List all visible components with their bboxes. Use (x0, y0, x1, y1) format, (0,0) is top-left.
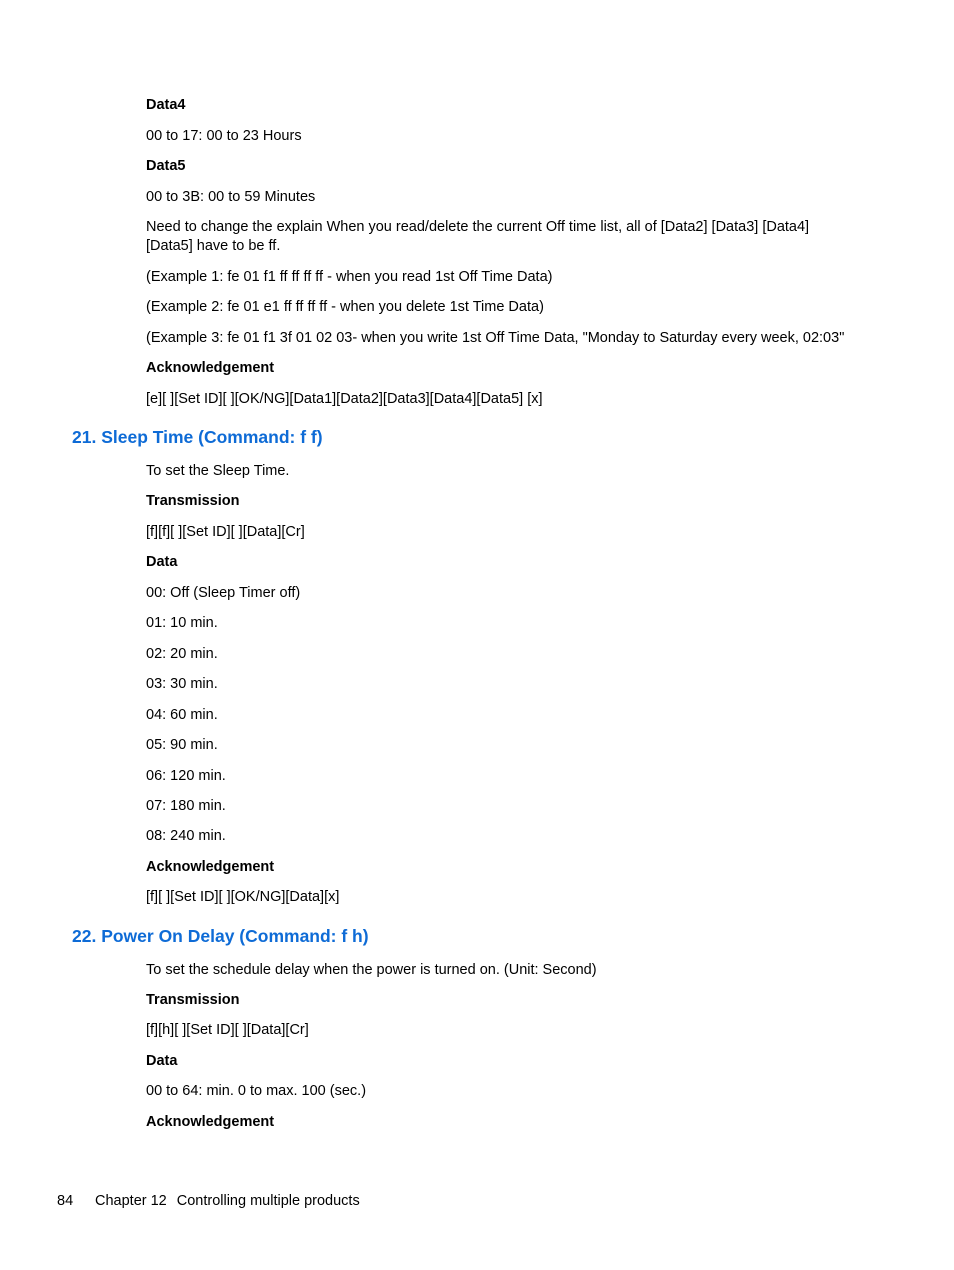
section-22-heading: 22. Power On Delay (Command: f h) (72, 926, 369, 946)
section-22-intro: To set the schedule delay when the power is turned on. (Unit: Second) (146, 962, 597, 978)
section-21-intro: To set the Sleep Time. (146, 463, 290, 479)
data-item: 01: 10 min. (146, 615, 218, 631)
data-item: 03: 30 min. (146, 676, 218, 692)
acknowledgement-value: [e][ ][Set ID][ ][OK/NG][Data1][Data2][Data3][Data4][Data5] [x] (146, 391, 543, 407)
data-item: 08: 240 min. (146, 828, 226, 844)
data-item: 04: 60 min. (146, 707, 218, 723)
acknowledgement-label: Acknowledgement (146, 360, 275, 376)
acknowledgement-label: Acknowledgement (146, 1114, 275, 1130)
data-item: 00: Off (Sleep Timer off) (146, 585, 301, 601)
transmission-value: [f][h][ ][Set ID][ ][Data][Cr] (146, 1022, 309, 1038)
off-time-note: Need to change the explain When you read/delete the current Off time list, all of [Data2] [Data3] [Data4] [Data5] have to be ff. (146, 219, 810, 254)
example-1: (Example 1: fe 01 f1 ff ff ff ff - when you read 1st Off Time Data) (146, 269, 553, 285)
data4-label: Data4 (146, 97, 186, 113)
data-label: Data (146, 1053, 178, 1069)
acknowledgement-label: Acknowledgement (146, 859, 275, 875)
data5-value: 00 to 3B: 00 to 59 Minutes (146, 189, 316, 205)
data-label: Data (146, 554, 178, 570)
page-footer (57, 1192, 360, 1211)
acknowledgement-value: [f][ ][Set ID][ ][OK/NG][Data][x] (146, 889, 340, 905)
transmission-value: [f][f][ ][Set ID][ ][Data][Cr] (146, 524, 305, 540)
data4-value: 00 to 17: 00 to 23 Hours (146, 128, 302, 144)
chapter-label: Chapter 12 (95, 1193, 167, 1209)
example-2: (Example 2: fe 01 e1 ff ff ff ff - when you delete 1st Time Data) (146, 299, 544, 315)
data-item: 07: 180 min. (146, 798, 226, 814)
data-value: 00 to 64: min. 0 to max. 100 (sec.) (146, 1083, 367, 1099)
data-item: 05: 90 min. (146, 737, 218, 753)
example-3: (Example 3: fe 01 f1 3f 01 02 03- when you write 1st Off Time Data, "Monday to Saturday every week, 02:03" (146, 330, 845, 346)
section-21-heading: 21. Sleep Time (Command: f f) (72, 427, 323, 447)
data-item: 06: 120 min. (146, 768, 226, 784)
data-item: 02: 20 min. (146, 646, 218, 662)
transmission-label: Transmission (146, 493, 240, 509)
transmission-label: Transmission (146, 992, 240, 1008)
data5-label: Data5 (146, 158, 186, 174)
chapter-title: Controlling multiple products (176, 1193, 360, 1209)
page-number: 84 (57, 1193, 74, 1209)
